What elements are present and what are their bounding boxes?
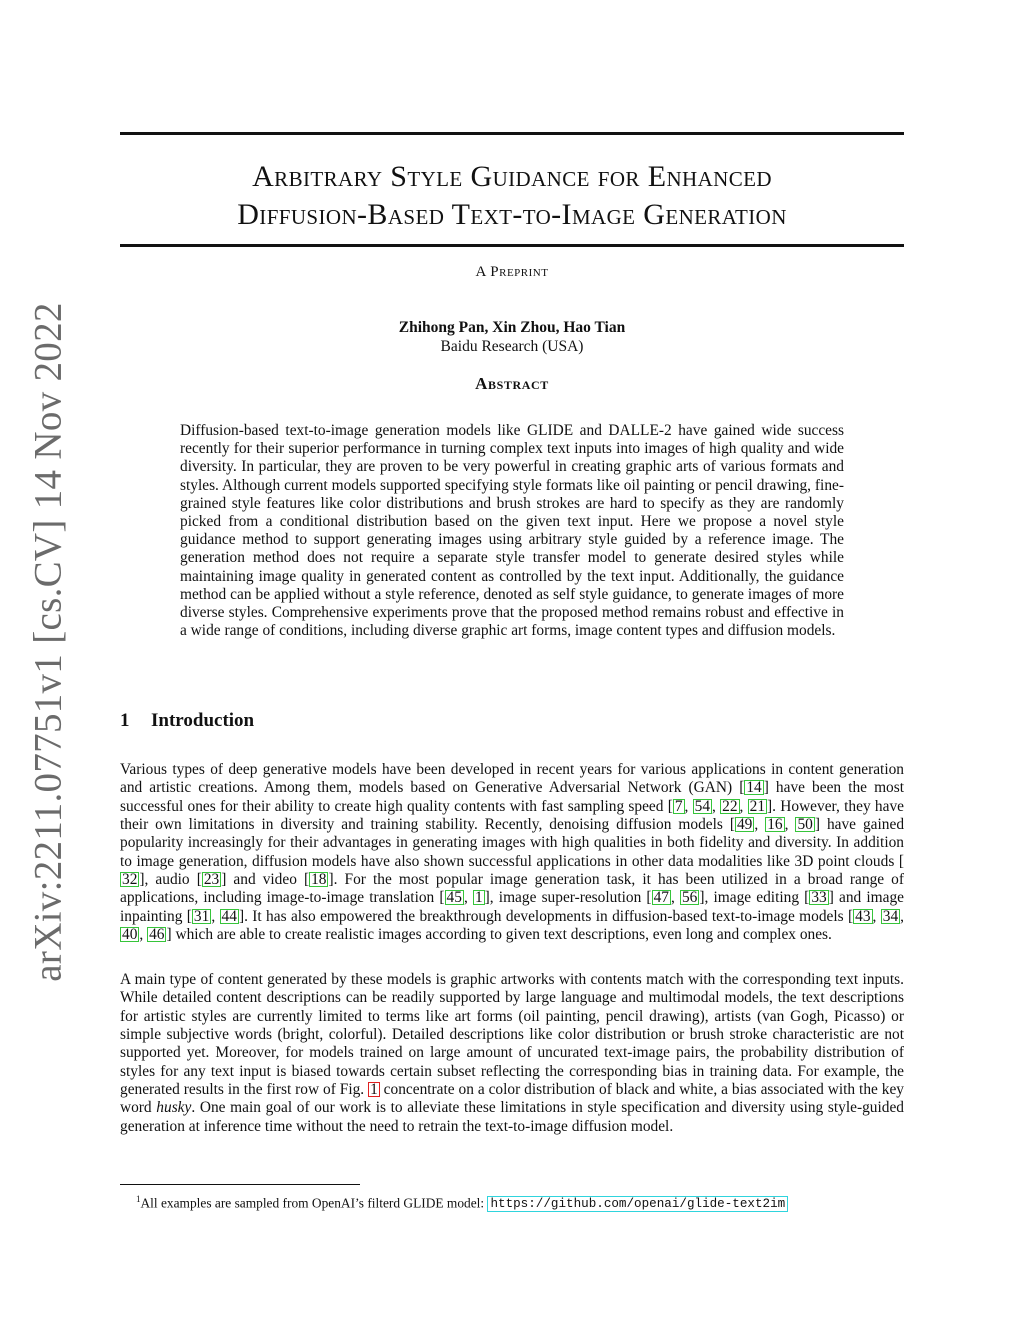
intro-paragraph-1: Various types of deep generative models have been developed in recent years for various applications in content generation and artistic creations. Among them, models based on Generative Adversarial Network (GAN) [ 14 ] have been the most successful ones for their ability to create high quality contents with fast sampling speed [ 7 , 54 , 22 , 21 ]. However, they have their own limitations in diversity and training stability. Recently, denoising diffusion models [ 49 , 16 , 50 ] have gained popularity increasingly for their advantages in generating images with high qualities in both fidelity and diversity. In addition to image generation, diffusion models have also shown successful applications in other data modalities like 3D point clouds [32 ], audio [ 23 ] and video [ 18 ]. For the most popular image generation task, it has been utilized in a broad range of applications, including image-to-image translation [ 45 , 1 ], image super-resolution [ 47 , 56 ], image editing [ 33 ] and image inpainting [ 31 , 44 ]. It has also empowered the breakthrough developments in diffusion-based text-to-image models [ 43 , 34 , 40 , 46 ] which are able to create realistic images according to given text descriptions, even long and complex ones. bbox=[120, 761, 905, 944]
title-bottom-rule bbox=[120, 244, 904, 247]
title-top-rule bbox=[120, 132, 904, 135]
footnote-mark: 1 bbox=[136, 1194, 141, 1204]
citation-link[interactable]: 18 bbox=[311, 871, 327, 889]
citation-link[interactable]: 49 bbox=[736, 816, 753, 834]
citation-link[interactable]: 7 bbox=[674, 797, 683, 815]
citation-link[interactable]: 23 bbox=[203, 871, 220, 889]
author-affiliation: Baidu Research (USA) bbox=[440, 338, 584, 355]
citation-link[interactable]: 43 bbox=[855, 907, 871, 925]
citation-link[interactable]: 54 bbox=[694, 797, 711, 815]
citation-link[interactable]: 45 bbox=[446, 889, 462, 907]
citation-link[interactable]: 47 bbox=[653, 889, 669, 907]
arxiv-identifier: arXiv:2211.07751v1 [cs.CV] 14 Nov 2022 bbox=[26, 302, 70, 982]
citation-link[interactable]: 22 bbox=[722, 797, 738, 815]
section-number: 1 bbox=[120, 710, 130, 731]
citation-link[interactable]: 40 bbox=[122, 926, 138, 944]
citation-link[interactable]: 31 bbox=[193, 907, 210, 925]
citation-link[interactable]: 46 bbox=[149, 926, 165, 944]
author-names: Zhihong Pan, Xin Zhou, Hao Tian bbox=[398, 319, 626, 336]
intro-paragraph-2: A main type of content generated by these models is graphic artworks with contents match with the corresponding text inputs. While detailed content descriptions can be readily supported by large language and multimodal models, the text descriptions for artistic styles are currently limited to terms like art forms (oil painting, pencil drawing), artists (van Gogh, Picasso) or simple subjective words (bright, colorful). Detailed descriptions like color distribution or brush stroke characteristic are not supported yet. Moreover, for models trained on large amount of uncurated text-image pairs, the probability distribution of styles for any text input is biased towards certain subset reflecting the corresponding bias in training data. For example, the generated results in the first row of Fig. 1 concentrate on a color distribution of black and white, a bias associated with the key word husky. One main goal of our work is to alleviate these limitations in style specification and diversity using style-guided generation at inference time without the need to retrain the text-to-image diffusion model. bbox=[120, 971, 904, 1135]
citation-link[interactable]: 33 bbox=[811, 889, 827, 907]
citation-link[interactable]: 56 bbox=[681, 889, 698, 907]
abstract-text: Diffusion-based text-to-image generation models like GLIDE and DALLE-2 have gained wide success recently for their superior performance in turning complex text inputs into images of high quality and wide diversity. In particular, they are proven to be very powerful in creating graphic arts of various formats and styles. Although current models supported specifying style formats like oil painting or pencil drawing, fine-grained style features like color distributions and brush strokes are hard to specify as they are randomly picked from a conditional distribution based on the given text input. Here we propose a novel style guidance method to support generating images using arbitrary style guided by a reference image. The generation method does not require a separate style transfer model to generate desired styles while maintaining image quality in generated content as controlled by the text input. Additionally, the guidance method can be applied without a style reference, denoted as self style guidance, to generate images of more diverse styles. Comprehensive experiments prove that the proposed method remains robust and effective in a wide range of conditions, including diverse graphic art forms, image content types and diffusion models. bbox=[180, 422, 844, 640]
section-title: Introduction bbox=[151, 710, 255, 731]
citation-link[interactable]: 34 bbox=[882, 907, 899, 925]
abstract-heading: Abstract bbox=[475, 374, 549, 393]
citation-link[interactable]: 1 bbox=[474, 889, 483, 907]
citation-link[interactable]: 21 bbox=[749, 797, 766, 815]
paper-title-line-1: Arbitrary Style Guidance for Enhanced bbox=[252, 160, 772, 193]
citation-link[interactable]: 14 bbox=[746, 779, 762, 797]
footnote-text: All examples are sampled from OpenAI’s filterd GLIDE model: bbox=[140, 1195, 488, 1211]
paper-title-line-2: Diffusion-Based Text-to-Image Generation bbox=[237, 198, 787, 231]
citation-link[interactable]: 50 bbox=[797, 816, 813, 834]
citation-link[interactable]: 44 bbox=[221, 907, 237, 925]
footnote bbox=[136, 1190, 788, 1213]
citation-link[interactable]: 16 bbox=[767, 816, 783, 834]
citation-link[interactable]: 32 bbox=[122, 871, 138, 889]
footnote-rule bbox=[120, 1184, 360, 1185]
section-heading-introduction bbox=[120, 710, 254, 732]
footnote-url-link[interactable]: https://github.com/openai/glide-text2im bbox=[487, 1196, 788, 1212]
preprint-label: A Preprint bbox=[475, 264, 549, 280]
author-block bbox=[120, 318, 904, 356]
figure-reference-link[interactable]: 1 bbox=[370, 1081, 378, 1099]
paper-title bbox=[120, 158, 904, 234]
